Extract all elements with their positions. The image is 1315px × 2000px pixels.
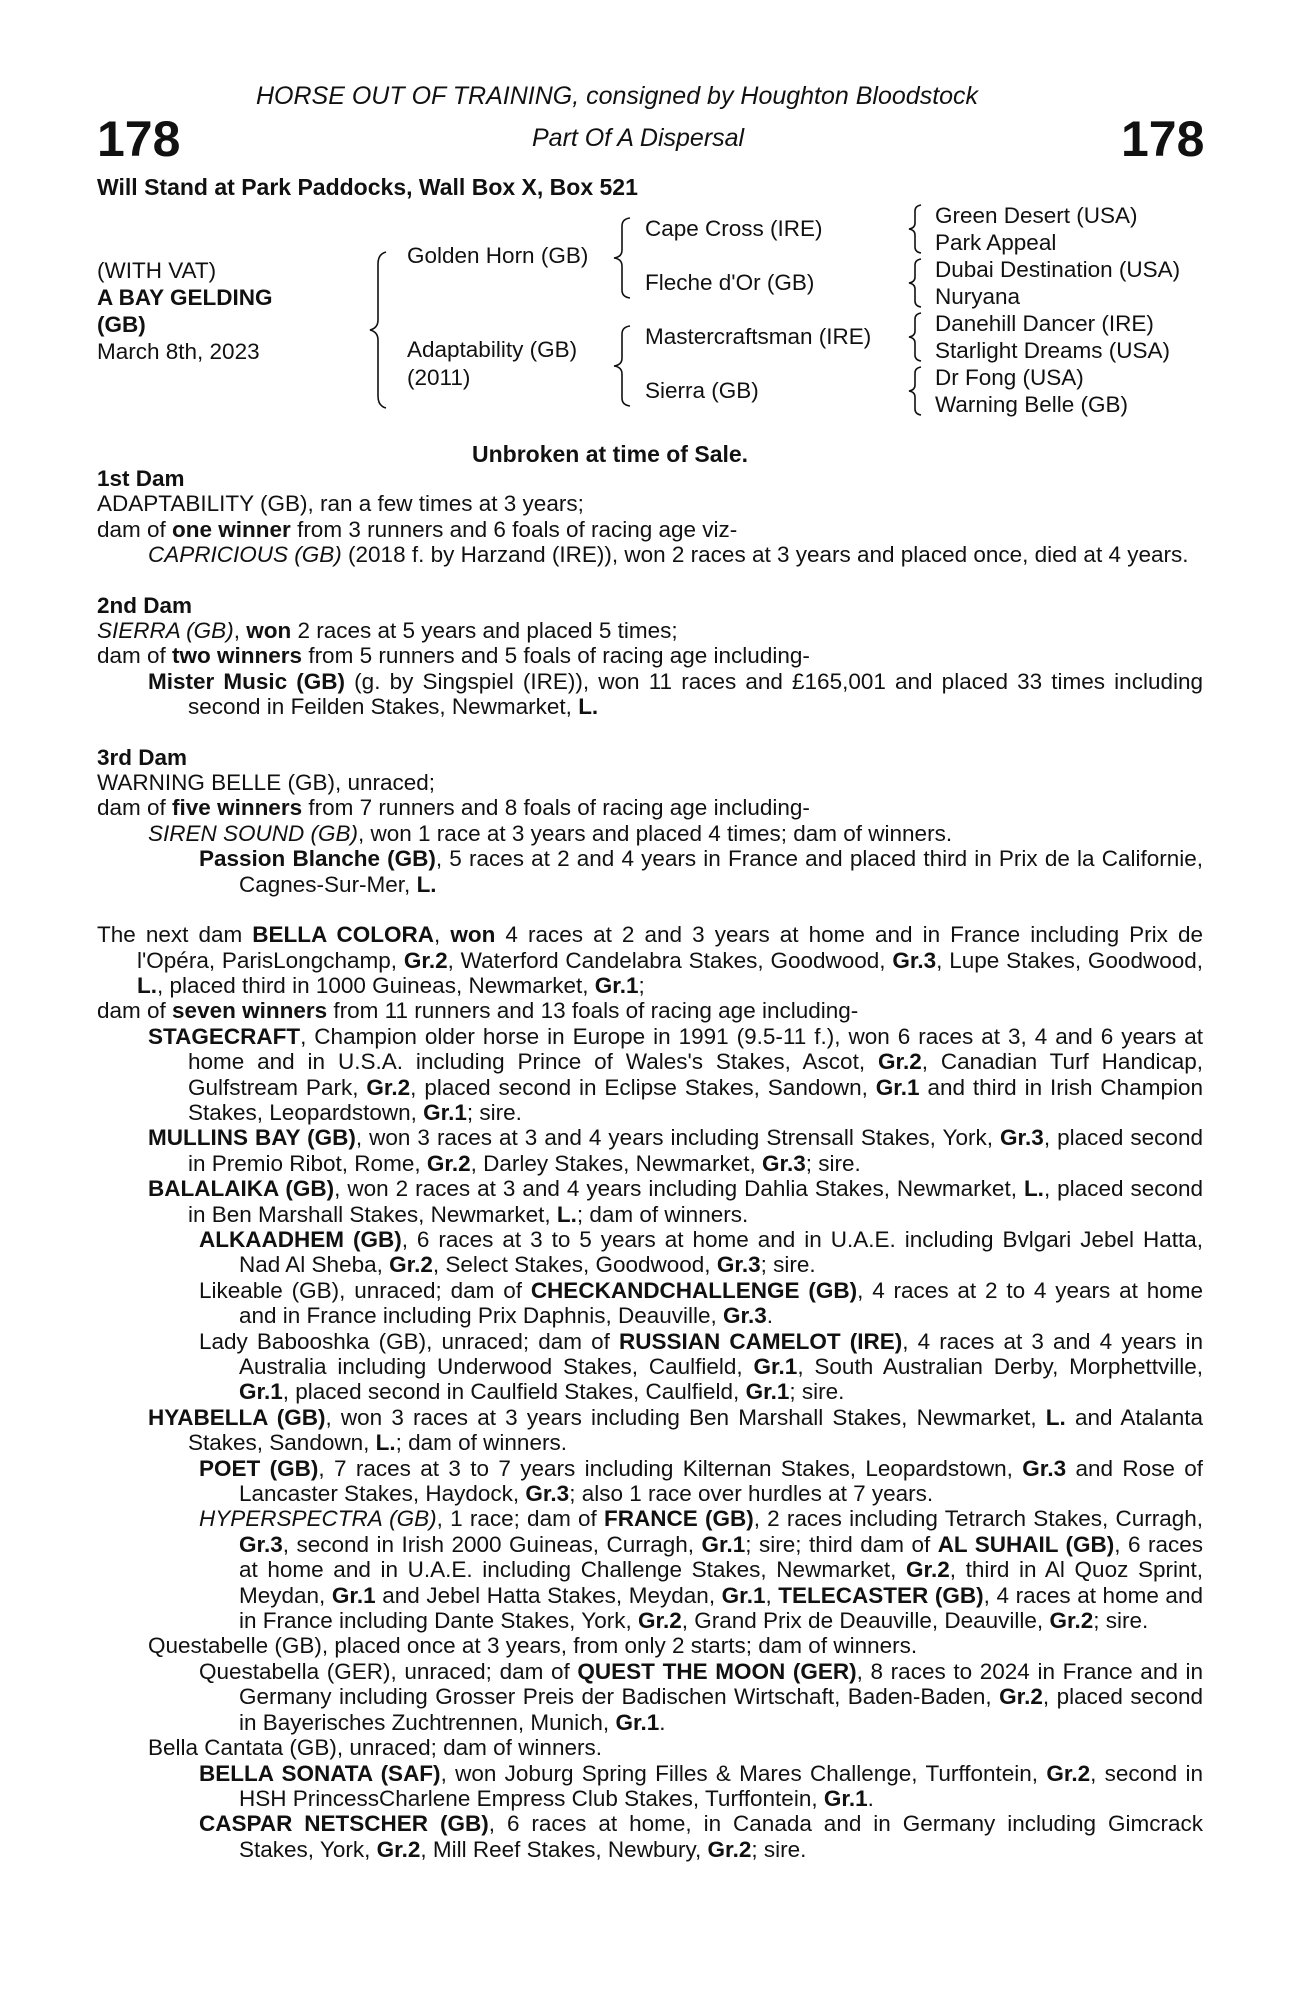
pedigree-g7: Dr Fong (USA) (935, 365, 1084, 390)
text: , Select Stakes, Goodwood, (432, 1252, 717, 1278)
record-paragraph (137, 1761, 1203, 1812)
bold-text: MULLINS BAY (GB) (148, 1125, 356, 1151)
text: , 5 races at 2 and 4 years in France and placed third in Prix de la Californie, Cagnes-Sur-Mer, (239, 846, 1203, 897)
italic-text: SIREN SOUND (GB) (148, 820, 359, 846)
horse-name-country: (GB) (97, 312, 146, 337)
bold-text: Gr.3 (761, 1150, 806, 1176)
text: , won 3 races at 3 years including Ben Marshall Stakes, Newmarket, (325, 1404, 1046, 1430)
record-paragraph (137, 1125, 1203, 1176)
bold-text: Gr.3 (1000, 1125, 1044, 1151)
text: , 6 races at 3 to 5 years at home and in U.A.E. including Bvlgari Jebel Hatta, Nad Al Sheba, (239, 1226, 1203, 1278)
bold-text: Gr.1 (721, 1582, 766, 1608)
text: . (659, 1709, 666, 1735)
text: ; sire. (1093, 1608, 1149, 1634)
text: , placed second in Caulfield Stakes, Caulfield, (282, 1379, 746, 1405)
text: ; sire. (789, 1379, 845, 1405)
text: , (434, 922, 451, 948)
record-paragraph (137, 821, 1203, 846)
text: , 6 races at home and in U.A.E. including Challenge Stakes, Newmarket, (239, 1531, 1203, 1583)
pedigree-bracket-g34 (903, 257, 931, 309)
bold-text: L. (416, 871, 437, 897)
stand-location: Will Stand at Park Paddocks, Wall Box X, Box 521 (97, 174, 638, 200)
bold-text: Gr.1 (594, 972, 639, 998)
record-paragraph (137, 1227, 1203, 1278)
text: 4 races at 2 and 3 years at home and in France including Prix de l'Opéra, ParisLongchamp, (137, 922, 1203, 973)
pedigree-bracket-main (366, 250, 396, 410)
text: ; (638, 972, 645, 998)
pedigree-g6: Starlight Dreams (USA) (935, 338, 1171, 363)
text: , 8 races to 2024 in France and in Germany including Grosser Preis der Badischen Wirtschaft, Baden-Baden, (239, 1658, 1204, 1710)
bold-text: one winner (172, 516, 291, 542)
record-paragraph (97, 618, 1203, 644)
pedigree-dam-year: (2011) (407, 365, 471, 390)
bold-text: STAGECRAFT (148, 1023, 301, 1049)
pedigree-sire: Golden Horn (GB) (407, 243, 589, 268)
text: ; also 1 race over hurdles at 7 years. (569, 1481, 934, 1507)
bold-text: seven winners (172, 998, 328, 1024)
text: , won 2 races at 3 and 4 years including Dahlia Stakes, Newmarket, (334, 1176, 1024, 1202)
bold-text: Gr.3 (239, 1531, 283, 1557)
text: ; sire; third dam of (745, 1531, 938, 1557)
bold-text: L. (1023, 1176, 1044, 1202)
record-paragraph (137, 1405, 1203, 1456)
header-title: HORSE OUT OF TRAINING, consigned by Houghton Bloodstock (256, 82, 979, 110)
text: 2 races at 5 years and placed 5 times; (291, 618, 678, 644)
text: from 11 runners and 13 foals of racing age including- (327, 998, 859, 1024)
text: , third in Al Quoz Sprint, Meydan, (239, 1557, 1203, 1608)
text: ; dam of winners. (395, 1430, 567, 1456)
text: and Jebel Hatta Stakes, Meydan, (375, 1582, 722, 1608)
bold-text: HYABELLA (GB) (148, 1404, 326, 1430)
bold-text: won (450, 922, 496, 948)
bold-text: Gr.2 (366, 1074, 411, 1100)
text: , placed third in 1000 Guineas, Newmarket, (157, 972, 595, 998)
bold-text: Gr.1 (823, 1785, 868, 1811)
text: Questabella (GER), unraced; dam of (199, 1658, 578, 1684)
horse-name: A BAY GELDING (97, 285, 273, 310)
text: and Atalanta Stakes, Sandown, (188, 1404, 1203, 1456)
bold-text: Gr.1 (423, 1099, 467, 1125)
text: , placed second in Eclipse Stakes, Sandown, (410, 1074, 876, 1100)
bold-text: Gr.3 (525, 1481, 570, 1507)
record-paragraph (137, 1633, 1203, 1658)
bold-text: ALKAADHEM (GB) (199, 1226, 402, 1252)
bold-text: L. (375, 1430, 396, 1456)
record-paragraph (137, 669, 1203, 720)
text: , won Joburg Spring Filles & Mares Challenge, Turffontein, (440, 1760, 1047, 1786)
horse-description (97, 257, 272, 365)
pedigree-dam-sire: Mastercraftsman (IRE) (645, 324, 872, 349)
text: ; sire. (751, 1836, 807, 1862)
bold-text: Gr.3 (892, 947, 937, 973)
vat-note: (WITH VAT) (97, 258, 217, 283)
text: , Darley Stakes, Newmarket, (470, 1150, 762, 1176)
text: , 4 races at 3 and 4 years in Australia including Underwood Stakes, Caulfield, (239, 1328, 1203, 1379)
record-paragraph (97, 643, 1203, 669)
text: from 5 runners and 5 foals of racing age including- (302, 643, 810, 669)
section-heading (97, 744, 1203, 770)
record-paragraph (97, 491, 1203, 517)
foaling-date: March 8th, 2023 (97, 339, 260, 364)
text: Likeable (GB), unraced; dam of (199, 1277, 531, 1303)
bold-text: POET (GB) (199, 1455, 319, 1481)
bold-text: Gr.2 (707, 1836, 752, 1862)
bold-text: L. (578, 694, 599, 720)
text: , Canadian Turf Handicap, Gulfstream Park, (188, 1049, 1203, 1100)
bold-text: Gr.2 (637, 1608, 682, 1634)
dam-records (97, 466, 1203, 1862)
record-paragraph (97, 770, 1203, 796)
text: ADAPTABILITY (GB), ran a few times at 3 years; (97, 491, 584, 517)
record-paragraph (137, 846, 1203, 897)
pedigree-dam: Adaptability (GB) (407, 337, 578, 362)
text: Lady Babooshka (GB), unraced; dam of (199, 1328, 620, 1354)
bold-text: CASPAR NETSCHER (GB) (199, 1811, 489, 1837)
bold-text: Gr.2 (1046, 1760, 1091, 1786)
record-paragraph (97, 795, 1203, 821)
text: , 4 races at home and in France including Dante Stakes, York, (239, 1582, 1203, 1634)
pedigree-g3: Dubai Destination (USA) (935, 257, 1181, 282)
text: ; sire. (805, 1150, 861, 1176)
text: , placed second in Bayerisches Zuchtrennen, Munich, (239, 1684, 1203, 1735)
section-heading (97, 466, 1203, 491)
bold-text: Mister Music (GB) (148, 668, 346, 694)
bold-text: Gr.1 (875, 1074, 920, 1100)
text: dam of (97, 795, 173, 821)
bold-text: Gr.3 (716, 1252, 761, 1278)
italic-text: CAPRICIOUS (GB) (148, 542, 342, 568)
pedigree-dam-dam: Sierra (GB) (645, 378, 759, 403)
text: , 2 races including Tetrarch Stakes, Curragh, (753, 1506, 1204, 1532)
text: Bella Cantata (GB), unraced; dam of winners. (148, 1735, 602, 1761)
pedigree-sire-sire: Cape Cross (IRE) (645, 216, 823, 241)
spacer (97, 720, 1203, 745)
text: dam of (97, 998, 173, 1024)
pedigree-bracket-sire (610, 216, 640, 300)
bold-text: Gr.2 (403, 947, 448, 973)
italic-text: SIERRA (GB) (97, 618, 234, 644)
bold-text: 2nd Dam (97, 592, 193, 618)
bold-text: BELLA SONATA (SAF) (199, 1760, 441, 1786)
bold-text: L. (137, 972, 157, 998)
italic-text: HYPERSPECTRA (GB) (199, 1506, 437, 1532)
record-paragraph (97, 922, 1203, 998)
text: , 6 races at home, in Canada and in Germany including Gimcrack Stakes, York, (239, 1811, 1203, 1862)
text: , Lupe Stakes, Goodwood, (936, 947, 1203, 973)
bold-text: Gr.2 (1049, 1608, 1094, 1634)
bold-text: L. (556, 1201, 577, 1227)
text: , 4 races at 2 to 4 years at home and in France including Prix Daphnis, Deauville, (239, 1277, 1203, 1329)
pedigree-bracket-g78 (903, 365, 931, 417)
text: Questabelle (GB), placed once at 3 years, from only 2 starts; dam of winners. (148, 1633, 918, 1659)
record-paragraph (97, 998, 1203, 1024)
text: . (766, 1303, 774, 1329)
pedigree-bracket-g12 (903, 203, 931, 255)
text: dam of (97, 643, 173, 669)
bold-text: AL SUHAIL (GB) (937, 1531, 1115, 1557)
lot-number-right: 178 (1121, 111, 1205, 167)
bold-text: Gr.3 (1022, 1455, 1067, 1481)
record-paragraph (137, 1024, 1203, 1126)
text: The next dam (97, 922, 253, 948)
bold-text: Gr.2 (426, 1150, 471, 1176)
bold-text: 1st Dam (97, 466, 185, 491)
text: , second in Irish 2000 Guineas, Curragh, (282, 1531, 702, 1557)
bold-text: two winners (172, 643, 303, 669)
record-paragraph (97, 516, 1203, 542)
record-paragraph (137, 1735, 1203, 1760)
text: from 7 runners and 8 foals of racing age including- (302, 795, 810, 821)
record-paragraph (137, 1811, 1203, 1862)
text: ; sire. (466, 1099, 522, 1125)
lot-number-left: 178 (97, 111, 181, 167)
bold-text: CHECKANDCHALLENGE (GB) (530, 1277, 858, 1303)
bold-text: BALALAIKA (GB) (148, 1176, 335, 1202)
bold-text: won (246, 618, 292, 644)
text: , (765, 1582, 779, 1608)
bold-text: QUEST THE MOON (GER) (577, 1658, 857, 1684)
record-paragraph (137, 1456, 1203, 1507)
section-heading (97, 592, 1203, 618)
bold-text: Gr.2 (376, 1836, 421, 1862)
pedigree-g4: Nuryana (935, 284, 1021, 309)
bold-text: 3rd Dam (97, 744, 188, 770)
pedigree-g5: Danehill Dancer (IRE) (935, 311, 1154, 336)
pedigree-bracket-dam (610, 324, 640, 408)
bold-text: RUSSIAN CAMELOT (IRE) (619, 1328, 903, 1354)
bold-text: Gr.1 (753, 1354, 798, 1379)
text: , placed second in Ben Marshall Stakes, Newmarket, (188, 1176, 1204, 1227)
bold-text: Gr.2 (999, 1684, 1043, 1710)
record-paragraph (137, 1176, 1203, 1227)
bold-text: FRANCE (GB) (604, 1506, 754, 1532)
spacer (97, 568, 1203, 593)
record-paragraph (137, 1659, 1203, 1735)
text: (g. by Singspiel (IRE)), won 11 races and £165,001 and placed 33 times including second in Feilden Stakes, Newmarket, (188, 668, 1203, 720)
text: , 7 races at 3 to 7 years including Kilternan Stakes, Leopardstown, (318, 1455, 1023, 1481)
text: (2018 f. by Harzand (IRE)), won 2 races at 3 years and placed once, died at 4 years. (341, 542, 1189, 568)
text: , (233, 618, 247, 644)
text: , Waterford Candelabra Stakes, Goodwood, (447, 947, 893, 973)
text: , South Australian Derby, Morphettville, (797, 1354, 1203, 1379)
pedigree-g1: Green Desert (USA) (935, 203, 1138, 228)
text: and third in Irish Champion Stakes, Leopardstown, (188, 1074, 1203, 1125)
text: ; sire. (760, 1252, 816, 1278)
text: , Mill Reef Stakes, Newbury, (420, 1836, 708, 1862)
text: ; dam of winners. (576, 1201, 749, 1227)
text: , 1 race; dam of (436, 1506, 605, 1532)
text: , won 1 race at 3 years and placed 4 times; dam of winners. (358, 820, 953, 846)
record-paragraph (137, 1329, 1203, 1405)
bold-text: Gr.1 (239, 1379, 283, 1405)
text: and Rose of Lancaster Stakes, Haydock, (239, 1455, 1203, 1507)
text: dam of (97, 516, 173, 542)
text: , second in HSH PrincessCharlene Empress Club Stakes, Turffontein, (239, 1760, 1203, 1811)
sale-notice: Unbroken at time of Sale. (472, 441, 749, 467)
record-paragraph (137, 542, 1203, 567)
pedigree-g2: Park Appeal (935, 230, 1057, 255)
bold-text: Gr.2 (877, 1049, 922, 1075)
bold-text: Gr.1 (701, 1531, 746, 1557)
spacer (97, 897, 1203, 922)
record-paragraph (137, 1278, 1203, 1329)
bold-text: L. (1045, 1404, 1066, 1430)
text: , won 3 races at 3 and 4 years including Strensall Stakes, York, (355, 1125, 1001, 1151)
text: , Champion older horse in Europe in 1991 (9.5-11 f.), won 6 races at 3, 4 and 6 years at home and in U.S.A. including Prince of Wales's Stakes, Ascot, (188, 1023, 1203, 1075)
pedigree-g8: Warning Belle (GB) (935, 392, 1128, 417)
bold-text: BELLA COLORA (252, 922, 435, 948)
text: , placed second in Premio Ribot, Rome, (188, 1125, 1203, 1176)
text: from 3 runners and 6 foals of racing age viz- (290, 516, 738, 542)
pedigree-bracket-g56 (903, 311, 931, 363)
bold-text: five winners (172, 795, 303, 821)
bold-text: Gr.1 (745, 1379, 790, 1405)
record-paragraph (137, 1506, 1203, 1633)
bold-text: Gr.1 (331, 1582, 376, 1608)
bold-text: TELECASTER (GB) (778, 1582, 984, 1608)
pedigree-sire-dam: Fleche d'Or (GB) (645, 270, 815, 295)
text: . (867, 1785, 874, 1811)
bold-text: Gr.2 (389, 1252, 433, 1278)
header-subtitle: Part Of A Dispersal (532, 124, 745, 152)
text: WARNING BELLE (GB), unraced; (97, 770, 436, 796)
bold-text: Gr.3 (723, 1303, 767, 1329)
bold-text: Passion Blanche (GB) (199, 846, 436, 872)
bold-text: Gr.2 (905, 1557, 950, 1583)
text: , Grand Prix de Deauville, Deauville, (681, 1608, 1050, 1634)
bold-text: Gr.1 (615, 1709, 660, 1735)
